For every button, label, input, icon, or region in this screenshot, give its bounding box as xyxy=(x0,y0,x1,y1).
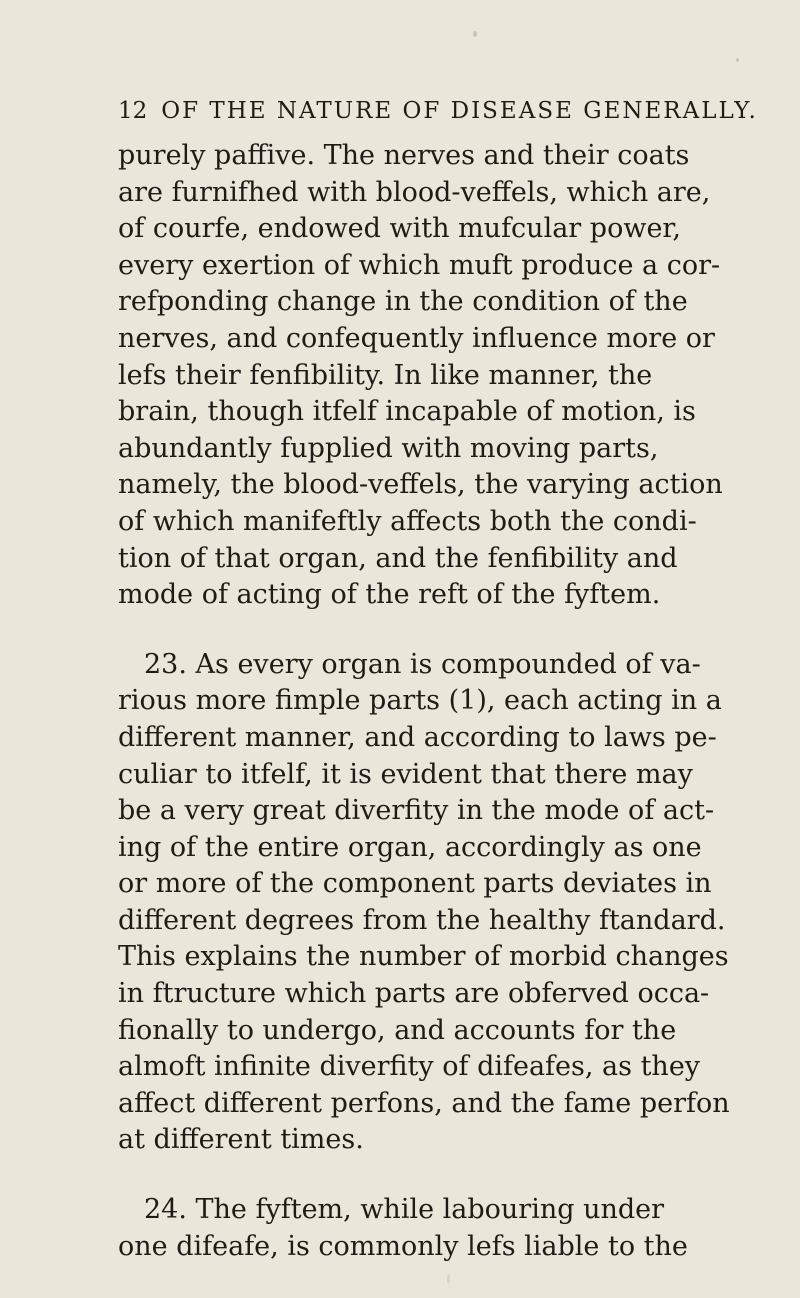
text-line: at different times. xyxy=(118,1124,364,1156)
text-line: nerves, and confequently influence more or xyxy=(118,322,715,354)
running-title: OF THE NATURE OF DISEASE GENERALLY. xyxy=(161,98,758,124)
text-line: of courfe, endowed with mufcular power, xyxy=(118,213,681,245)
running-header xyxy=(118,98,758,124)
text-line: ing of the entire organ, accordingly as one xyxy=(118,831,702,863)
speck xyxy=(447,1274,450,1284)
text-line: every exertion of which muft produce a cor- xyxy=(118,249,721,281)
text-line: refponding change in the condition of the xyxy=(118,286,688,318)
body-text xyxy=(118,138,730,1265)
paragraph-gap xyxy=(118,614,708,647)
text-line: be a very great diverfity in the mode of act- xyxy=(118,795,715,827)
text-line: 24. The fyftem, while labouring under xyxy=(144,1194,665,1226)
text-line: or more of the component parts deviates in xyxy=(118,868,712,900)
text-line: one difeafe, is commonly lefs liable to the xyxy=(118,1230,688,1262)
text-line: abundantly fupplied with moving parts, xyxy=(118,432,659,464)
paragraph xyxy=(118,647,730,1159)
text-line: culiar to itfelf, it is evident that there may xyxy=(118,758,693,790)
text-line: different manner, and according to laws pe- xyxy=(118,721,717,753)
text-line: in ftructure which parts are obferved occa- xyxy=(118,978,710,1010)
text-line: 23. As every organ is compounded of va- xyxy=(144,648,701,680)
page-number: 12 xyxy=(118,98,148,124)
text-line: affect different perfons, and the fame perfon xyxy=(118,1087,730,1119)
paragraph-gap xyxy=(118,1159,708,1192)
paragraph xyxy=(118,1192,708,1265)
text-line: tion of that organ, and the fenfibility and xyxy=(118,542,678,574)
paragraph xyxy=(118,138,723,614)
text-line: of which manifeftly affects both the condi- xyxy=(118,505,697,537)
speck xyxy=(473,31,477,37)
text-line: fionally to undergo, and accounts for the xyxy=(118,1014,677,1046)
text-line: different degrees from the healthy ftandard. xyxy=(118,904,726,936)
text-line: lefs their fenfibility. In like manner, the xyxy=(118,359,653,391)
text-line: This explains the number of morbid changes xyxy=(118,941,729,973)
text-line: rious more fimple parts (1), each acting in a xyxy=(118,685,722,717)
text-line: mode of acting of the reft of the fyftem. xyxy=(118,579,661,611)
text-line: are furnifhed with blood-veffels, which are, xyxy=(118,176,711,208)
text-line: almoft infinite diverfity of difeafes, as they xyxy=(118,1051,701,1083)
speck xyxy=(736,58,739,62)
text-line: namely, the blood-veffels, the varying action xyxy=(118,469,723,501)
text-line: brain, though itfelf incapable of motion, is xyxy=(118,396,696,428)
text-line: purely paffive. The nerves and their coats xyxy=(118,140,690,171)
